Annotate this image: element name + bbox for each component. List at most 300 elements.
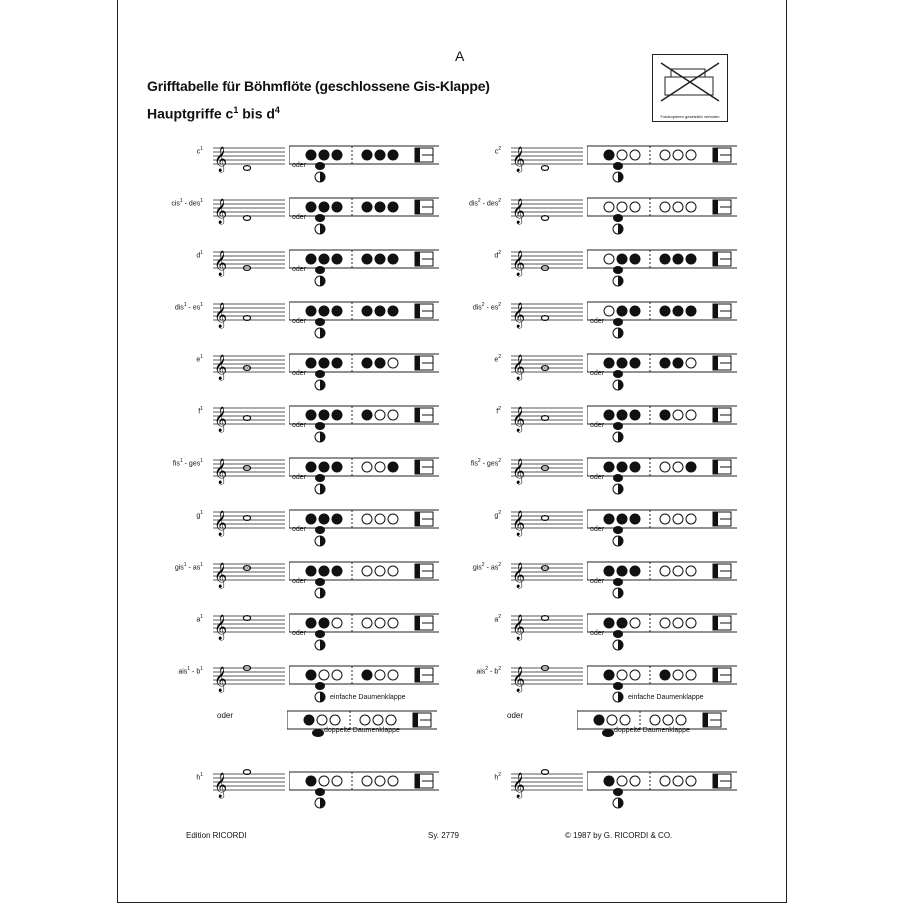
open-hole	[620, 715, 630, 725]
octave-mark: 1	[200, 302, 203, 308]
foot-keys-icon	[713, 356, 731, 370]
note-name: g	[196, 512, 201, 520]
open-hole	[673, 202, 683, 212]
thumb-key-icon	[601, 728, 615, 738]
octave-mark: 2	[498, 666, 501, 672]
note-name: f	[496, 408, 499, 416]
open-hole	[686, 670, 696, 680]
note-name: fis	[172, 460, 180, 468]
open-hole	[686, 566, 696, 576]
closed-hole	[306, 306, 316, 316]
open-hole	[375, 410, 385, 420]
closed-hole	[306, 462, 316, 472]
subtitle-text: Hauptgriffe c	[147, 105, 234, 122]
closed-hole	[319, 566, 329, 576]
octave-mark: 2	[498, 354, 501, 360]
open-hole	[319, 776, 329, 786]
open-hole	[607, 715, 617, 725]
thumb-key-icon	[611, 420, 625, 444]
octave-mark: 2	[498, 302, 501, 308]
note-name-label	[494, 772, 501, 781]
thumb-key-icon	[611, 786, 625, 810]
footer-catalog-number: Sy. 2779	[428, 831, 459, 840]
music-staff	[213, 348, 285, 382]
subtitle-sup-2: 4	[274, 105, 280, 115]
octave-mark: 2	[498, 198, 501, 204]
foot-keys-icon	[415, 564, 433, 578]
note-name: fis	[470, 460, 478, 468]
note-name-label: $gis^2 - as^2$	[472, 562, 501, 572]
closed-hole	[332, 410, 342, 420]
closed-hole	[388, 254, 398, 264]
copy-prohibited-stamp	[652, 54, 728, 122]
foot-keys-icon	[713, 408, 731, 422]
octave-mark: 1	[183, 302, 187, 308]
music-staff	[511, 452, 583, 486]
oder-label: oder	[292, 266, 307, 273]
closed-hole	[673, 358, 683, 368]
treble-clef-icon: 𝄞	[512, 147, 526, 172]
open-hole	[617, 202, 627, 212]
closed-hole	[319, 202, 329, 212]
oder-label: oder	[590, 474, 605, 481]
note-name: d	[196, 252, 201, 260]
open-hole	[617, 670, 627, 680]
foot-keys-icon	[713, 512, 731, 526]
note-name-label: $gis^1 - as^1$	[174, 562, 203, 572]
closed-hole	[630, 514, 640, 524]
octave-mark: 2	[498, 406, 501, 412]
music-staff	[511, 608, 583, 642]
closed-hole	[617, 410, 627, 420]
octave-mark: 1	[200, 562, 203, 568]
thumb-key-note: einfache Daumenklappe	[628, 694, 704, 701]
closed-hole	[375, 150, 385, 160]
closed-hole	[686, 462, 696, 472]
treble-clef-icon: 𝄞	[512, 251, 526, 276]
treble-clef-icon: 𝄞	[512, 773, 526, 798]
treble-clef-icon: 𝄞	[512, 303, 526, 328]
fingering-row	[175, 772, 455, 826]
music-staff	[511, 296, 583, 330]
octave-mark: 2	[498, 146, 501, 152]
oder-label: oder	[590, 318, 605, 325]
foot-keys-icon	[713, 200, 731, 214]
treble-clef-icon: 𝄞	[214, 251, 228, 276]
open-hole	[375, 618, 385, 628]
closed-hole	[332, 306, 342, 316]
closed-hole	[617, 618, 627, 628]
thumb-key-icon	[611, 628, 625, 652]
music-staff	[511, 140, 583, 174]
closed-hole	[362, 670, 372, 680]
oder-label: oder	[292, 578, 307, 585]
note-name-label: $ais^1 - b^1$	[178, 666, 203, 676]
music-staff	[511, 400, 583, 434]
octave-mark: 1	[200, 772, 203, 778]
octave-mark: 2	[477, 458, 481, 464]
closed-hole	[319, 254, 329, 264]
closed-hole	[673, 254, 683, 264]
crossed-copier-icon	[653, 55, 727, 107]
open-hole	[686, 618, 696, 628]
music-staff	[213, 504, 285, 538]
open-hole	[663, 715, 673, 725]
open-hole	[673, 410, 683, 420]
page-letter: A	[455, 48, 465, 64]
open-hole	[660, 150, 670, 160]
thumb-key-icon	[313, 628, 327, 652]
closed-hole	[319, 514, 329, 524]
octave-mark: 2	[481, 562, 485, 568]
closed-hole	[686, 254, 696, 264]
open-hole	[660, 618, 670, 628]
open-hole	[388, 776, 398, 786]
open-hole	[673, 462, 683, 472]
open-hole	[375, 670, 385, 680]
closed-hole	[604, 618, 614, 628]
music-staff	[213, 556, 285, 590]
note-name-label	[196, 772, 203, 781]
open-hole	[362, 462, 372, 472]
open-hole	[375, 514, 385, 524]
thumb-key-icon	[611, 368, 625, 392]
note-name-label	[196, 614, 203, 623]
octave-mark: 2	[485, 666, 489, 672]
note-name-label: fis$^2$ - ges$^2$	[470, 458, 501, 468]
music-staff	[213, 400, 285, 434]
open-hole	[673, 566, 683, 576]
closed-hole	[630, 566, 640, 576]
closed-hole	[604, 566, 614, 576]
open-hole	[604, 254, 614, 264]
fingering-row	[473, 772, 753, 826]
open-hole	[375, 462, 385, 472]
octave-mark: 1	[187, 666, 191, 672]
enharmonic-name: ges	[486, 460, 499, 468]
note-name-label: $dis^1 - es^1$	[174, 302, 203, 312]
closed-hole	[630, 410, 640, 420]
note-name-label: dis$^2$ - des$^2$	[468, 198, 501, 208]
foot-keys-icon	[415, 200, 433, 214]
treble-clef-icon: 𝄞	[214, 459, 228, 484]
note-name: f	[198, 408, 201, 416]
closed-hole	[604, 514, 614, 524]
open-hole	[686, 150, 696, 160]
music-staff	[511, 348, 583, 382]
open-hole	[317, 715, 327, 725]
music-staff	[213, 244, 285, 278]
oder-label: oder	[292, 526, 307, 533]
open-hole	[388, 358, 398, 368]
foot-keys-icon	[713, 668, 731, 682]
foot-keys-icon	[713, 252, 731, 266]
note-name: dis	[472, 304, 482, 312]
thumb-key-icon	[313, 316, 327, 340]
treble-clef-icon: 𝄞	[214, 563, 228, 588]
note-name-label: fis$^1$ - ges$^1$	[172, 458, 203, 468]
enharmonic-name: b	[494, 668, 499, 676]
enharmonic-name: ges	[188, 460, 201, 468]
closed-hole	[673, 306, 683, 316]
thumb-key-icon	[313, 786, 327, 810]
thumb-key-icon	[313, 524, 327, 548]
open-hole	[660, 776, 670, 786]
foot-keys-icon	[713, 148, 731, 162]
closed-hole	[660, 410, 670, 420]
thumb-key-icon	[611, 212, 625, 236]
closed-hole	[594, 715, 604, 725]
music-staff	[511, 244, 583, 278]
closed-hole	[375, 358, 385, 368]
enharmonic-name: as	[490, 564, 499, 572]
note-name: a	[196, 616, 201, 624]
note-name-label	[494, 354, 501, 363]
foot-keys-icon	[413, 713, 431, 727]
treble-clef-icon: 𝄞	[214, 407, 228, 432]
thumb-key-note: einfache Daumenklappe	[330, 694, 406, 701]
thumb-key-icon	[611, 472, 625, 496]
note-name-label	[494, 510, 501, 519]
open-hole	[362, 514, 372, 524]
octave-mark: 2	[498, 250, 501, 256]
closed-hole	[630, 462, 640, 472]
oder-label: oder	[292, 370, 307, 377]
oder-label: oder	[217, 711, 234, 720]
open-hole	[617, 776, 627, 786]
thumb-key-icon	[611, 576, 625, 600]
closed-hole	[630, 254, 640, 264]
thumb-key-icon	[313, 368, 327, 392]
open-hole	[673, 618, 683, 628]
oder-label: oder	[507, 711, 524, 720]
music-staff	[213, 766, 285, 800]
music-staff	[511, 660, 583, 694]
open-hole	[630, 150, 640, 160]
closed-hole	[604, 358, 614, 368]
alternate-fingering-row	[507, 711, 787, 747]
note-name-label: $dis^2 - es^2$	[472, 302, 501, 312]
octave-mark: 2	[481, 302, 485, 308]
treble-clef-icon: 𝄞	[512, 667, 526, 692]
closed-hole	[375, 202, 385, 212]
whole-note	[541, 166, 548, 171]
note-name: h	[196, 774, 201, 782]
enharmonic-name: as	[192, 564, 201, 572]
page-subtitle	[147, 105, 280, 122]
enharmonic-name: b	[196, 668, 201, 676]
thumb-key-note: doppelte Daumenklappe	[614, 727, 690, 734]
closed-hole	[332, 254, 342, 264]
note-name: gis	[174, 564, 184, 572]
octave-mark: 2	[477, 198, 481, 204]
octave-mark: 1	[200, 250, 203, 256]
open-hole	[673, 514, 683, 524]
alternate-fingering-row	[217, 711, 497, 747]
music-staff	[511, 192, 583, 226]
foot-keys-icon	[415, 774, 433, 788]
foot-keys-icon	[415, 460, 433, 474]
octave-mark: 1	[200, 666, 203, 672]
open-hole	[630, 776, 640, 786]
note-name: ais	[476, 668, 486, 676]
music-staff	[511, 556, 583, 590]
music-staff	[213, 192, 285, 226]
closed-hole	[332, 462, 342, 472]
foot-keys-icon	[415, 408, 433, 422]
closed-hole	[617, 306, 627, 316]
closed-hole	[617, 462, 627, 472]
treble-clef-icon: 𝄞	[512, 355, 526, 380]
note-name: c	[196, 148, 201, 156]
note-name-label	[496, 406, 501, 415]
music-staff	[511, 766, 583, 800]
footer-copyright: © 1987 by G. RICORDI & CO.	[565, 831, 673, 840]
treble-clef-icon: 𝄞	[214, 199, 228, 224]
open-hole	[686, 776, 696, 786]
enharmonic-name: des	[486, 200, 499, 208]
closed-hole	[617, 358, 627, 368]
oder-label: oder	[292, 318, 307, 325]
closed-hole	[332, 566, 342, 576]
octave-mark: 1	[200, 458, 203, 464]
enharmonic-name: es	[490, 304, 499, 312]
closed-hole	[306, 358, 316, 368]
open-hole	[630, 670, 640, 680]
oder-label: oder	[292, 162, 307, 169]
foot-keys-icon	[415, 148, 433, 162]
closed-hole	[388, 462, 398, 472]
closed-hole	[306, 670, 316, 680]
open-hole	[630, 202, 640, 212]
octave-mark: 1	[200, 146, 203, 152]
closed-hole	[604, 670, 614, 680]
open-hole	[319, 670, 329, 680]
oder-label: oder	[292, 214, 307, 221]
treble-clef-icon: 𝄞	[214, 147, 228, 172]
thumb-key-icon	[311, 728, 325, 738]
open-hole	[375, 566, 385, 576]
open-hole	[604, 306, 614, 316]
treble-clef-icon: 𝄞	[214, 355, 228, 380]
octave-mark: 2	[498, 562, 501, 568]
closed-hole	[362, 254, 372, 264]
note-name-label	[494, 250, 501, 259]
closed-hole	[304, 715, 314, 725]
closed-hole	[319, 150, 329, 160]
thumb-key-icon	[313, 212, 327, 236]
note-name: cis	[171, 200, 180, 208]
oder-label: oder	[292, 474, 307, 481]
open-hole	[630, 618, 640, 628]
open-hole	[360, 715, 370, 725]
thumb-key-icon	[313, 420, 327, 444]
foot-keys-icon	[713, 774, 731, 788]
open-hole	[388, 566, 398, 576]
closed-hole	[319, 410, 329, 420]
note-name: dis	[468, 200, 478, 208]
note-name-label	[197, 146, 203, 155]
note-name: g	[494, 512, 499, 520]
octave-mark: 2	[498, 614, 501, 620]
closed-hole	[617, 254, 627, 264]
treble-clef-icon: 𝄞	[214, 667, 228, 692]
note-name-label	[495, 146, 501, 155]
open-hole	[660, 514, 670, 524]
treble-clef-icon: 𝄞	[512, 199, 526, 224]
foot-keys-icon	[415, 668, 433, 682]
music-staff	[511, 504, 583, 538]
treble-clef-icon: 𝄞	[512, 459, 526, 484]
open-hole	[650, 715, 660, 725]
note-name: d	[494, 252, 499, 260]
closed-hole	[306, 514, 316, 524]
note-name: c	[494, 148, 499, 156]
closed-hole	[332, 202, 342, 212]
foot-keys-icon	[713, 460, 731, 474]
closed-hole	[306, 618, 316, 628]
open-hole	[362, 776, 372, 786]
closed-hole	[362, 150, 372, 160]
octave-mark: 1	[179, 458, 183, 464]
closed-hole	[660, 254, 670, 264]
thumb-key-icon	[313, 264, 327, 288]
subtitle-mid: bis d	[238, 105, 275, 122]
open-hole	[332, 776, 342, 786]
thumb-key-icon	[611, 160, 625, 184]
open-hole	[386, 715, 396, 725]
note-name: h	[494, 774, 499, 782]
closed-hole	[306, 410, 316, 420]
foot-keys-icon	[713, 616, 731, 630]
closed-hole	[362, 410, 372, 420]
closed-hole	[332, 150, 342, 160]
octave-mark: 2	[498, 510, 501, 516]
treble-clef-icon: 𝄞	[512, 563, 526, 588]
open-hole	[375, 776, 385, 786]
closed-hole	[617, 566, 627, 576]
open-hole	[332, 670, 342, 680]
whole-note	[243, 166, 250, 171]
foot-keys-icon	[415, 512, 433, 526]
music-staff	[213, 660, 285, 694]
closed-hole	[388, 306, 398, 316]
enharmonic-name: des	[188, 200, 201, 208]
closed-hole	[630, 358, 640, 368]
closed-hole	[660, 670, 670, 680]
closed-hole	[388, 202, 398, 212]
oder-label: oder	[590, 370, 605, 377]
closed-hole	[306, 150, 316, 160]
foot-keys-icon	[415, 616, 433, 630]
note-name-label	[196, 510, 203, 519]
oder-label: oder	[292, 630, 307, 637]
closed-hole	[319, 462, 329, 472]
note-name-label	[196, 250, 203, 259]
foot-keys-icon	[713, 564, 731, 578]
octave-mark: 1	[183, 562, 187, 568]
foot-keys-icon	[703, 713, 721, 727]
closed-hole	[375, 306, 385, 316]
closed-hole	[319, 618, 329, 628]
closed-hole	[306, 202, 316, 212]
open-hole	[332, 618, 342, 628]
octave-mark: 1	[200, 406, 203, 412]
note-name: a	[494, 616, 499, 624]
open-hole	[660, 566, 670, 576]
subtitle-sup-1: 1	[233, 105, 239, 115]
open-hole	[660, 462, 670, 472]
